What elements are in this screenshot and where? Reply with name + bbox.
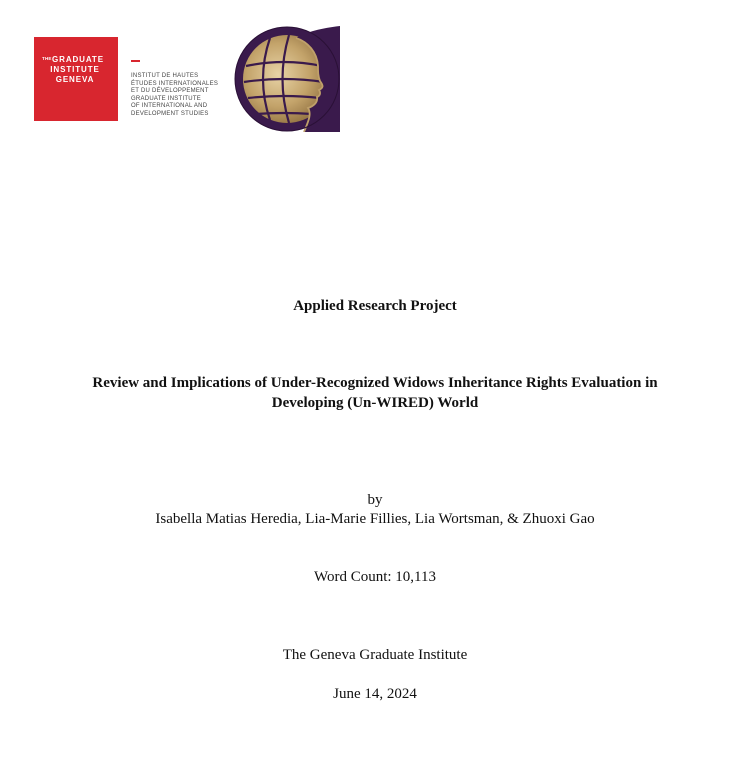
institute-fr-line-3: ET DU DÉVELOPPEMENT <box>131 88 209 94</box>
institute-en-line-1: GRADUATE INSTITUTE <box>131 95 202 102</box>
institute-name-block <box>131 73 218 118</box>
document-title-line-1: Review and Implications of Under-Recognized Widows Inheritance Rights Evaluation in <box>92 375 658 391</box>
logo-line-geneva: GENEVA <box>55 75 95 84</box>
authors-line: Isabella Matias Heredia, Lia-Marie Fillies, Lia Wortsman, & Zhuoxi Gao <box>155 511 595 527</box>
institute-en-line-2: OF INTERNATIONAL AND <box>131 103 208 109</box>
graduate-institute-logo <box>34 37 118 121</box>
by-label: by <box>367 492 383 508</box>
word-count: Word Count: 10,113 <box>314 569 436 585</box>
document-date: June 14, 2024 <box>333 686 417 702</box>
institution-name: The Geneva Graduate Institute <box>282 647 468 663</box>
logo-line-graduate: GRADUATE <box>52 55 104 64</box>
institute-fr-line-2: ÉTUDES INTERNATIONALES <box>131 80 219 87</box>
logo-accent-dash <box>131 60 140 62</box>
globe-with-woman-profile-icon <box>234 26 340 132</box>
institute-en-line-3: DEVELOPMENT STUDIES <box>131 110 209 117</box>
logo-line-institute: INSTITUTE <box>50 65 100 74</box>
logo-the-text: THE <box>42 56 52 61</box>
document-heading: Applied Research Project <box>293 298 457 314</box>
document-title-line-2: Developing (Un-WIRED) World <box>271 395 479 411</box>
institute-fr-line-1: INSTITUT DE HAUTES <box>131 73 199 79</box>
